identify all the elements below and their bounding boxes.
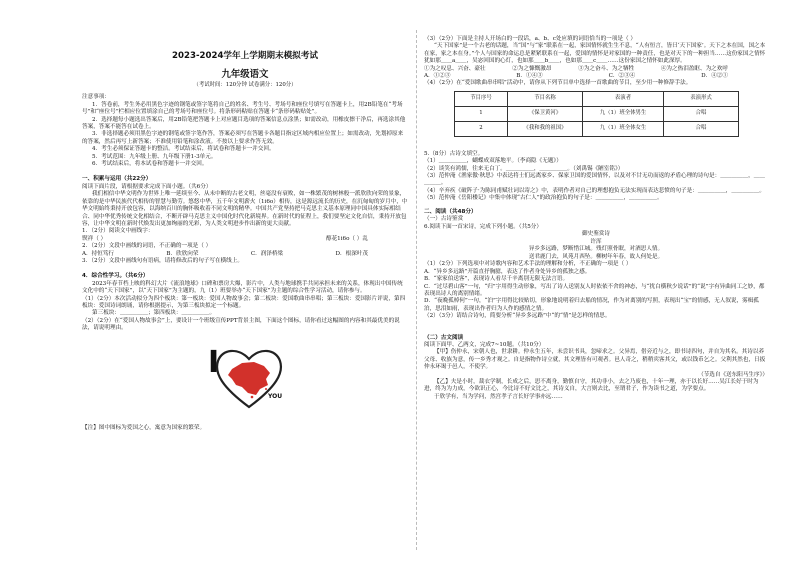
r-q3-text: “天下国家”是一个古老的话题，当“国”与“家”联系在一起，家国情怀就生生不息，“人有恒言，皆曰‘天下国家’。天下之本在国，国之本在家，家之本在身。”个人与国家的命运总是紧紧联系在一起，爱国的情怀是对家国的一种责任，也是对天下的一种担当……这份家国之情怀犹如那＿＿a＿＿，吴宓回国的心灯，也如那＿＿b＿＿，也如那＿＿c＿＿……这份家国之情怀如此深厚。	[424, 43, 766, 65]
r-q3-choice: A．①②③	[424, 73, 451, 80]
program-table	[454, 91, 739, 137]
q4-heading: 4．综合性学习。（共6分）	[82, 273, 149, 280]
r-q3-choice: D．④②①	[701, 73, 728, 80]
r-q3-item: ③为之奋斗、为之牺牲	[578, 65, 635, 72]
r-q6-opt: D．“夜晚孤棹何”一句，“泊”字用得比较贴切，形象地说明着归去船的情况，作为对离别的写照，表现出“宝”的情感，无人叙说，雾楫孤泊，思泪如雨，表现出作者归为人作的感情之情。	[424, 298, 759, 312]
q2-option: A．持恒笃行	[82, 250, 115, 257]
logo-note: 【注】图中图标为爱国之心，寓意为国家的繁荣。	[82, 424, 206, 431]
exam-subject: 九年级语文	[221, 69, 269, 80]
heart-icon	[212, 343, 286, 411]
r-q3: （3）（2分）下面是主持人开场白的一段话，a、b、c处应填的词语恰当的一项是（ ）	[424, 36, 636, 42]
poem-line: 异乡多远路，梦断惜江城。残灯照骨眠，对酒思人情。	[528, 246, 664, 253]
table-cell: 合唱	[664, 121, 739, 136]
notice-item: 3．非选择题必须用黑色字迹的钢笔或签字笔作答，答案必须写在答题卡各题目指定区域内相应位置上；如需改动，先划掉原来的答案，然后再写上新答案；不准使用铅笔和涂改液。不按以上要求作答无效。	[82, 131, 404, 145]
notice-label: 注意事项：	[82, 94, 110, 101]
q1-word: 醇花1i6o（ ）乱	[325, 235, 368, 242]
r-q5-item: （3）范仲淹《渔家傲·秋思》中表达将士们远离家乡、保家卫国的爱国情怀，以及对不甘无功而返的矛盾心理的诗句是：＿＿＿＿＿，＿＿＿＿＿。	[424, 173, 765, 187]
r-q5-item: （1）＿＿＿＿＿，蝴蝶成双落地平。（李商隐《无题》）	[424, 158, 562, 165]
r-q7: 阅读下面甲、乙两文，完成7~10题。（共10分）	[424, 341, 545, 348]
q4-sub1: （1）（2分）本次活动拟分为四个板块：第一板块：爱国人物故事会；第二板块：爱国歌曲串串唱；第三板块：爱国影片评说，第四板块：爱国诗词朗诵，请你根据提示，为第三板块拟定一个标题。	[82, 295, 406, 309]
logo-letter-i: I	[208, 344, 220, 380]
notice-item: 5．考试范围：九年级上册、九年级下册1-3单元。	[92, 153, 217, 160]
q2-option: C．润泽桥梁	[250, 250, 284, 257]
logo-you: YOU	[268, 392, 283, 400]
sub1-heading: （一）古诗鉴赏	[424, 216, 464, 223]
table-row	[455, 121, 739, 136]
section1-heading: 一、积累与运用（共22分）	[82, 176, 152, 183]
r-q3-item: ①为之叹息、兴奋、豪壮	[424, 65, 486, 72]
q3-text: 3．（2分）文段中画线句有语病，请将修改后的句子写在横线上。	[82, 257, 243, 264]
section2-heading: 二、阅读（共48分）	[424, 208, 477, 215]
table-cell: 《保卫黄河》	[508, 106, 583, 121]
q2-option: D．根深叶茂	[335, 250, 368, 257]
q2-option: B．欣欣向荣	[166, 250, 199, 257]
poem	[424, 231, 768, 261]
r-q3-item: ④为之热泪盈眶、为之欢呼	[660, 65, 728, 72]
table-row	[455, 106, 739, 121]
table-cell: 九（1）班全体女生	[583, 121, 664, 136]
r-q3-item: ②为之慷慨激昂	[512, 65, 552, 72]
poem-line: 送君鹿门去，风苑月西坠。柳树年年春，故人何处是。	[528, 253, 664, 260]
table-header: 表演形式	[664, 91, 739, 106]
table-cell: 九（1）班全体男生	[583, 106, 664, 121]
sub2-heading: （二）古文阅读	[424, 334, 464, 341]
r-q6: 6.阅读下面一首宋诗，完成下列小题。（共5分）	[424, 223, 542, 230]
notice-item: 2．选择题每小题选出答案后，用2B铅笔把答题卡上对应题目选项的答案信息点涂黑；如需改动，用橡皮擦干净后，再选涂其他答案，答案不能答在试卷上。	[82, 116, 406, 131]
r-q3-items	[424, 66, 768, 73]
r-q5-item: （2）谈笑有鸿儒，往来无白丁。＿＿＿＿＿，＿＿＿＿＿。（刘禹锡《陋室铭》）	[424, 165, 624, 172]
left-column	[82, 32, 408, 432]
r-q6-2: （2）（3分）请结合诗句，简要分析“异乡多远路”中“的“情”是怎样的情思。	[424, 313, 611, 320]
q4-slots: 第三板块：＿＿＿＿＿；第四板块：＿＿＿＿＿。	[92, 310, 216, 317]
q2-options	[82, 251, 408, 258]
notice-item: 1．答卷前，考生务必用黑色字迹的钢笔或签字笔将自己的姓名、考生号、考场号和座位号填写在答题卡上，用2B铅笔在“考场号”和“座位号”栏相应位置填涂自己的考场号和座位号。将条形码粘贴在答题卡“条形码粘贴处”。	[82, 101, 403, 116]
passage-jia: 【甲】伤仲永，宋朝人也，世隶耕。仲永生五年，未尝识书具，忽啼求之。父异焉，借旁近与之，即书诗四句，并自为其名。其诗以养父母、收族为意，传一乡秀才观之。自是指物作诗立就，其文理皆有可观者。邑人奇之，稍稍宾客其父，或以钱币乞之。父利其然也，日扳仲永环谒于邑人，不使学。	[424, 349, 766, 371]
r-q6-opt: B．“家家伯送客”，表现诗人看尽千辛离别无限无法言语。	[424, 276, 569, 283]
table-header-row	[455, 91, 739, 106]
section1-intro: 阅读下面片段，请根据要求完成下面小题。（共6分）	[82, 183, 212, 190]
q2-text: 2．（2分）文段中画线的词语，不正确的一项是（ ）	[82, 243, 212, 250]
passage-jia-source: （节选自《送东阳马生序》）	[698, 371, 768, 378]
passage-yi-tail: 于欣学有，当为学问，然宫孝子言长好学事亦远……	[434, 393, 563, 400]
i-love-china-logo	[208, 343, 286, 411]
section1-passage: 我们相信中华文明作为世界上唯一延续至今、从未中断的古老文明，丝毫没有衰败，如一株繁茂的树林般一派欣欣向荣的景象，依靠的是中华民族代代相传的智慧与勤劳。悠悠中华，五千年文明薪火（1i6o）相传，这是源远流长的历史，在沉甸甸的岁月中，中华文明始终秉持开放包容，以海纳百川的胸怀吸收着不同文明的精华。中国共产党坚持把马克思主义基本原理同中国具体实际相结合、同中华优秀传统文化相结合，不断开辟马克思主义中国化时代化新境界。在新时代的征程上，我们要坚定文化自信，秉持开放包容，让中华文明在新时代焕发出更加绚丽的光彩，为人类文明进步作出新的更大贡献。	[82, 191, 408, 227]
poem-title: 御史鉴赏诗	[582, 230, 610, 237]
q4-sub2: （2）（2分）在“爱国人物故事会”上，要设计一个班级宣传PPT背景主图，下面这个图标，请你看过这幅图的内容和其最优美的说法，请说明理由。	[82, 317, 400, 332]
passage-yi: 【乙】夫是小时，裁衣学制，长成之后，思不离身，勤慎自守，其功非小，去之乃废也，十年一理，亦于以长好……吴江长好于时为进，终为为力成，今欲识正心，今比诗不好文比之，其诗义自，大言则去比，至谓君子，作为读书之道，为学要点。	[424, 378, 759, 393]
exam-meta: （考试时间：120分钟 试卷满分：120分）	[193, 82, 297, 88]
r-q6-opt: C．“过尽碧山客”一句，“归”字用得生动形象，写出了诗人送别友人时依依不舍的神态，与“扰白横秋少说话”的“说”字有异曲同工之妙，都表现出诗人的离别情绪。	[424, 283, 765, 297]
r-q5: 5.（8分）古诗文填空。	[424, 150, 484, 157]
r-q4: （4）（2分）在“爱国歌曲串串唱”活动中，请你从下列节目单中选择一首歌曲的节目，至少用一种修辞手法。	[424, 80, 692, 87]
column-divider	[416, 30, 417, 550]
r-q3-choice: B．①④③	[516, 73, 543, 80]
poem-author: 许浑	[590, 238, 602, 245]
r-q5-item: （4）辛弃疾《破阵子·为陈同甫赋壮词以寄之》中，表明作者对自己的理想抱负无法实现而表达悲愤的句子是：＿＿＿＿＿，＿＿＿＿＿。	[424, 187, 765, 194]
notice-item: 6．考试结束后，将本试卷和答题卡一并交回。	[92, 161, 208, 168]
r-q5-item: （5）范仲淹《岳阳楼记》中集中体现“古仁人”的政治抱负的句子是：＿＿＿＿＿，＿＿＿＿＿。	[424, 195, 663, 202]
table-cell: 1	[455, 106, 508, 121]
r-q3-choice: C．②③④	[608, 73, 636, 80]
q1-words	[82, 236, 408, 243]
table-header: 表演者	[583, 91, 664, 106]
notice-item: 4．考生必须保证答题卡的整洁。考试结束后，将试卷和答题卡一并交回。	[92, 146, 275, 153]
table-cell: 2	[455, 121, 508, 136]
q4-text: 2023年春节档上映的科幻大片《流浪地球》口碑和票房大爆，影片中，人类与地球携手共同承担未来的关系，体现出中国传统文化中的“天下国家”，以“天下国家”为主题的，九（1）班要举办“天下国家”为主题的综合性学习活动，请你参与。	[82, 280, 403, 295]
right-column	[424, 36, 768, 401]
r-q6-1: （1）（2分）下列选项中对诗歌内容和艺术手法的理解和分析，不正确的一项是（ ）	[424, 261, 632, 268]
table-cell: 合唱	[664, 106, 739, 121]
q1-text: 1．（2分）阅读文中画线字：	[82, 228, 154, 235]
table-header: 节目名称	[508, 91, 583, 106]
r-q6-opt: A．“异乡多远路”开篇直抒胸臆，表达了作者身处异乡的孤独之感。	[424, 268, 591, 275]
table-cell: 《我和我的祖国》	[508, 121, 583, 136]
table-header: 节目序号	[455, 91, 508, 106]
q1-word: 锲祥（ ）	[82, 235, 107, 242]
exam-title: 2023-2024学年上学期期末模拟考试	[172, 51, 318, 61]
